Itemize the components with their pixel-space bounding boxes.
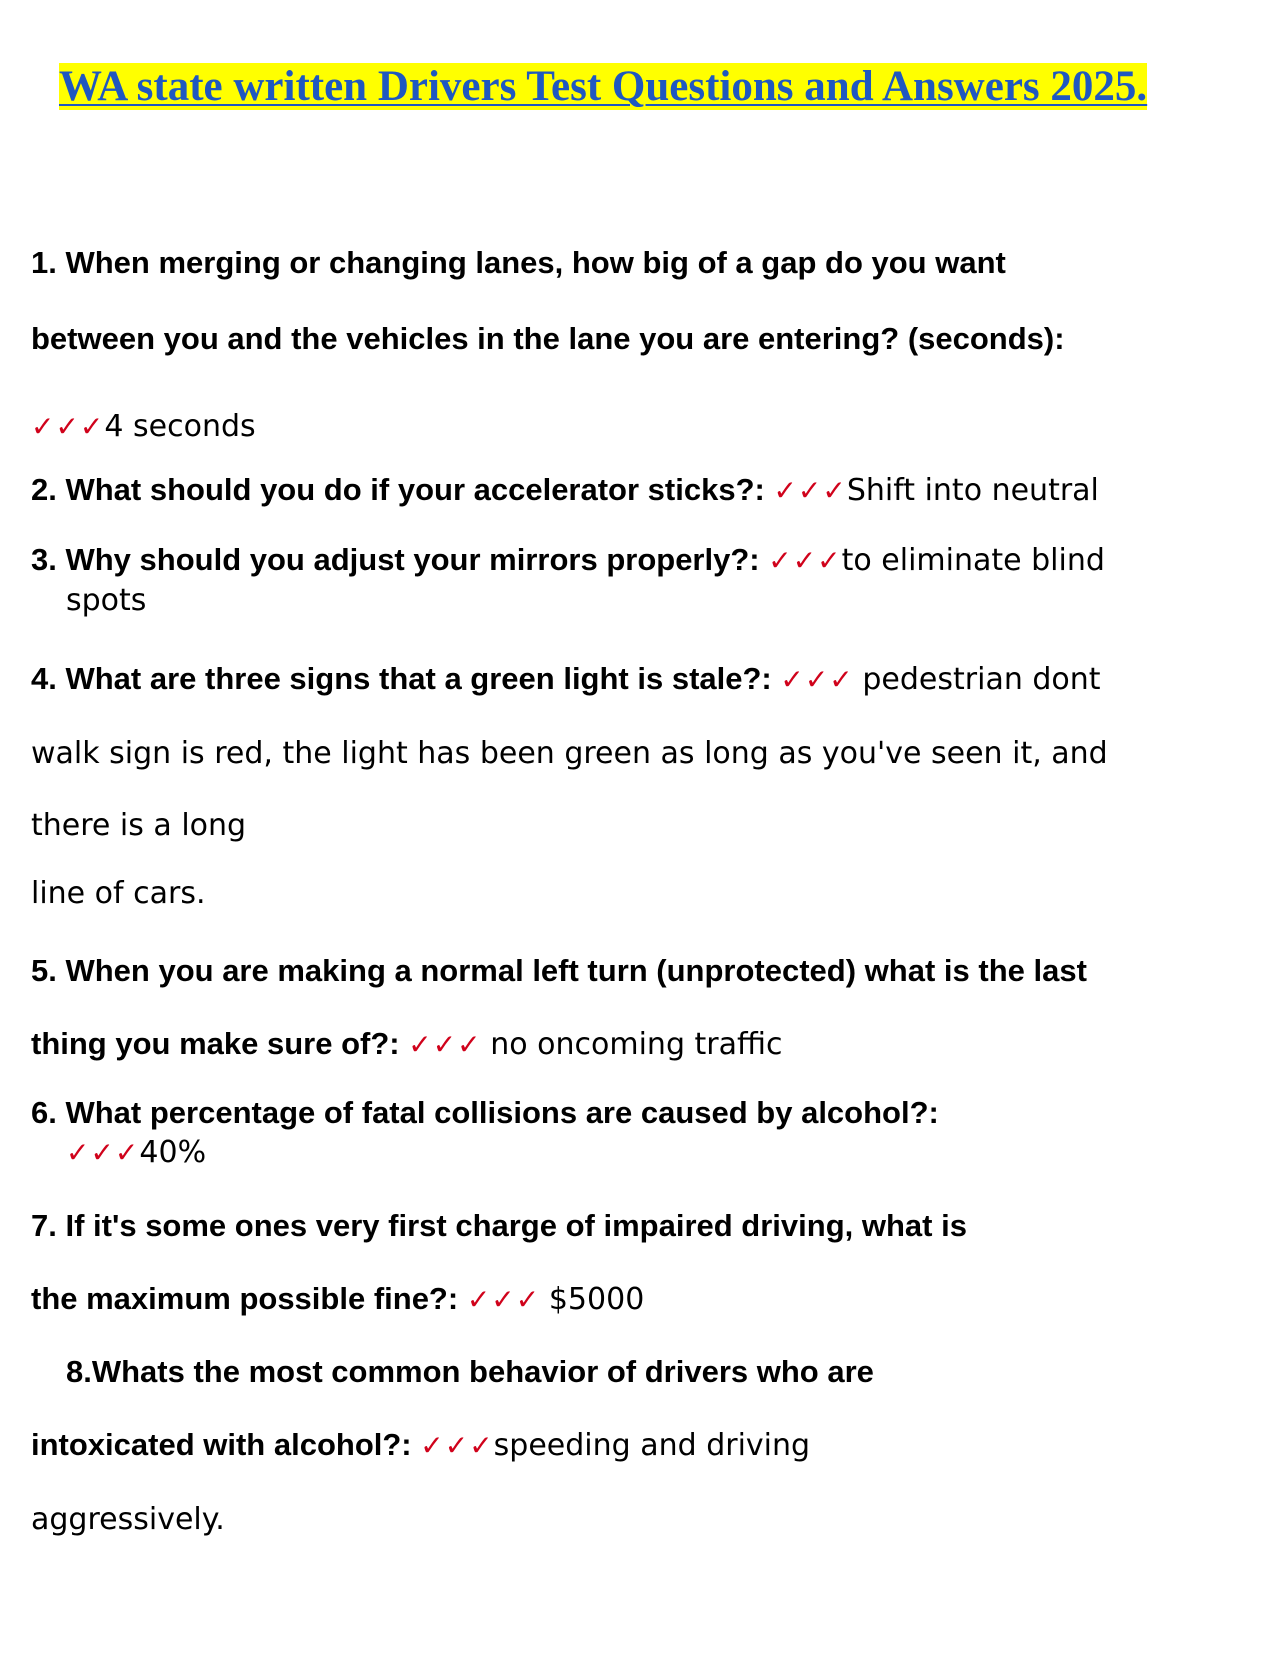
q8-answer-line2: aggressively. xyxy=(31,1502,225,1537)
q8-answer-line1: speeding and driving xyxy=(493,1428,811,1463)
q5-question-line1: When you are making a normal left turn (unprotected) what is the last xyxy=(65,953,1087,988)
q1-question-line1: When merging or changing lanes, how big of a gap do you want xyxy=(65,245,1006,280)
q4-check-icon: ✓✓✓ xyxy=(780,663,854,696)
q5-check-icon: ✓✓✓ xyxy=(408,1028,482,1061)
q3-answer-line2: spots xyxy=(66,583,147,618)
q8-line1 xyxy=(66,1353,874,1391)
q7-number: 7. xyxy=(31,1208,57,1243)
q3-number: 3. xyxy=(31,542,57,577)
q6-check-icon: ✓✓✓ xyxy=(66,1136,140,1169)
q2-question: What should you do if your accelerator sticks?: xyxy=(65,472,765,507)
q2-line xyxy=(31,471,1099,510)
q4-line3 xyxy=(31,806,246,845)
q4-number: 4. xyxy=(31,661,57,696)
q3-question: Why should you adjust your mirrors properly?: xyxy=(65,542,760,577)
q8-question-line1: Whats the most common behavior of drivers who are xyxy=(91,1354,874,1389)
q7-line2 xyxy=(31,1280,644,1319)
q1-number: 1. xyxy=(31,245,57,280)
q7-question-line2: the maximum possible fine?: xyxy=(31,1281,459,1316)
q5-answer: no oncoming traffic xyxy=(490,1027,783,1062)
q3-line1 xyxy=(31,541,1105,580)
q8-question-line2: intoxicated with alcohol?: xyxy=(31,1427,412,1462)
title-block xyxy=(59,60,1229,114)
q3-check-icon: ✓✓✓ xyxy=(768,544,842,577)
q5-line1 xyxy=(31,952,1087,990)
q8-check-icon: ✓✓✓ xyxy=(420,1429,494,1462)
q4-answer-line1: pedestrian dont xyxy=(862,662,1101,697)
q7-line1 xyxy=(31,1207,967,1245)
q5-number: 5. xyxy=(31,953,57,988)
q6-answer: 40% xyxy=(139,1135,207,1170)
q5-question-line2: thing you make sure of?: xyxy=(31,1026,400,1061)
q4-answer-line2: walk sign is red, the light has been green as long as you've seen it, and xyxy=(31,736,1108,771)
page-title: WA state written Drivers Test Questions and Answers 2025. xyxy=(59,63,1148,110)
q6-line2 xyxy=(66,1133,206,1172)
q4-line2 xyxy=(31,734,1108,773)
q3-line2 xyxy=(66,581,146,620)
q4-line4 xyxy=(31,874,206,913)
q8-number: 8. xyxy=(66,1354,92,1389)
q8-line3 xyxy=(31,1500,225,1539)
q2-check-icon: ✓✓✓ xyxy=(773,474,847,507)
q4-answer-line3: there is a long xyxy=(31,808,247,843)
q1-question-line2: between you and the vehicles in the lane you are entering? (seconds): xyxy=(31,321,1065,356)
q7-question-line1: If it's some ones very first charge of impaired driving, what is xyxy=(65,1208,967,1243)
q1-line1 xyxy=(31,244,1006,282)
q7-answer: $5000 xyxy=(548,1282,645,1317)
q4-answer-line4: line of cars. xyxy=(31,876,206,911)
q1-check-icon: ✓✓✓ xyxy=(31,410,105,443)
q6-number: 6. xyxy=(31,1095,57,1130)
q4-question: What are three signs that a green light is stale?: xyxy=(65,661,772,696)
q1-line2 xyxy=(31,320,1065,358)
q7-check-icon: ✓✓✓ xyxy=(466,1283,541,1316)
q1-answer-line xyxy=(31,407,256,446)
q3-answer-line1: to eliminate blind xyxy=(841,543,1105,578)
q6-line1 xyxy=(31,1094,939,1132)
q4-line1 xyxy=(31,660,1101,699)
q2-answer: Shift into neutral xyxy=(846,473,1099,508)
q2-number: 2. xyxy=(31,472,57,507)
q5-line2 xyxy=(31,1025,783,1064)
q6-question: What percentage of fatal collisions are caused by alcohol?: xyxy=(65,1095,939,1130)
q1-answer: 4 seconds xyxy=(104,409,256,444)
q8-line2 xyxy=(31,1426,810,1465)
